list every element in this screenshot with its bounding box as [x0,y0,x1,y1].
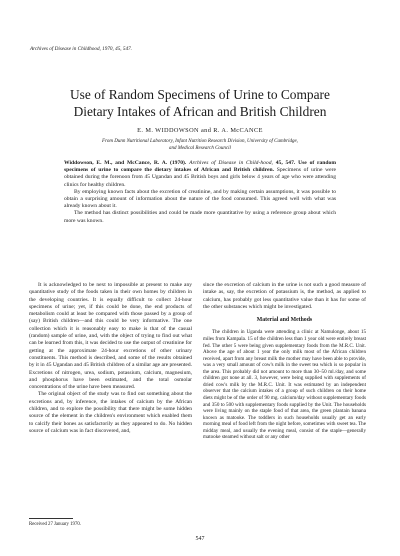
intro-paragraph-1: It is acknowledged to be next to impossible at present to make any quantitative study of the foods taken in their own homes by children in the developing countries. It is equally difficult to collect 24-hour specimens of urine; yet, if this could be done, the end products of metabolism could at least be compared with those passed by a group of (say) British children—and this could be very informative. The one collection which it is reasonably easy to make is that of the casual (random) sample of urine, and, with the object of trying to find out what can be learned from this, it was decided to use the output of creatinine for getting at the approximate 24-hour excretions of other urinary constituents. This method is described, and some of the results obtained by it in 45 Ugandan and 45 British children of a similar age are presented. Excretions of nitrogen, urea, sodium, potassium, calcium, magnesium, and phosphorus have been estimated, and the total osmolar concentrations of the urine have been measured. [29,282,192,391]
methods-paragraph: The children in Uganda were attending a clinic at Namulonge, about 15 miles from Kampala. 15 of the children less than 1 year old were entirely breast fed. The other 5 were being given supplementary foods from the M.R.C. Unit. Above the age of about 1 year the only milk most of the African children received, apart from any breast milk the mother may have been able to provide, was a very small amount of cow's milk in the sweet tea which is so popular in the area. This probably did not amount to more than 30–50 ml./day, and some children got none at all. 3, however, were being supplied with supplements of dried cow's milk by the M.R.C. Unit. It was estimated by an independent observer that the calcium intakes of a group of such children on their home diets might be of the order of 90 mg. calcium/day without supplementary foods and 350 to 500 with supplementary foods supplied by the Unit. The households were living mainly on the staple food of that area, the green plantain banana known as matooke. The toddlers in such households usually get an early morning meal of food left from the night before, sometimes with sweet tea. The midday meal, and usually the evening meal, consist of the staple—generally matooke steamed without salt or any other [203,329,366,441]
page-number: 547 [195,536,205,542]
abstract-paragraph-3: The method has distinct possibilities and could be made more quantitative by using a reference group about which more was known. [64,210,336,224]
title-line-2: Dietary Intakes of African and British Children [73,104,327,119]
abstract-citation: Widdowson, E. M., and McCance, R. A. (1970). [64,160,187,166]
affiliation-line-2: and Medical Research Council [169,146,231,151]
intro-continuation: since the excretion of calcium in the urine is not such a good measure of intake as, say, the excretion of potassium is, the method, as applied to calcium, has probably got less quantitative value than it has for some of the other substances which might be investigated. [203,282,366,310]
affiliation [80,138,320,152]
abstract-body: Specimens of urine were obtained during the forenoon from 45 Ugandan and 45 British boys and girls below 4 years of age who were attending clinics for healthy children. [64,167,337,188]
received-date: Received 27 January 1970. [29,522,81,527]
abstract-paragraph-2: By employing known facts about the excretion of creatinine, and by making certain assumptions, it was possible to obtain a surprising amount of information about the nature of the food consumed. This agreed well with what was already known about it. [64,188,336,210]
left-column [29,282,192,435]
footnote-divider [29,518,73,519]
authors: E. M. WIDDOWSON and R. A. McCANCE [137,127,263,134]
section-heading: Material and Methods [256,317,313,324]
intro-paragraph-2: The original object of the study was to find out something about the excretions and, by inference, the intakes of calcium by the African children, and to explore the possibility that there might be some hidden source of the element in the children's environment which enabled them to calcify their bones as satisfactorily as they appeared to do. No hidden source of calcium was in fact discovered, and, [29,391,192,434]
title-line-1: Use of Random Specimens of Urine to Compare [70,87,330,102]
abstract-volume: 45, 547. [275,160,296,166]
article-title [0,86,400,120]
affiliation-line-1: From Dunn Nutritional Laboratory, Infant Nutrition Research Division, University of Cambridge, [102,139,298,144]
abstract-journal: Archives of Disease in Child-hood, [189,160,273,166]
journal-reference: Archives of Disease in Childhood, 1970, 45, 547. [30,46,132,52]
abstract-paragraph-1 [64,160,336,189]
abstract-bold-title: Use of random specimens of urine to compare the dietary intakes of African and British children. [64,160,336,174]
right-column [203,282,366,441]
abstract [64,160,336,225]
